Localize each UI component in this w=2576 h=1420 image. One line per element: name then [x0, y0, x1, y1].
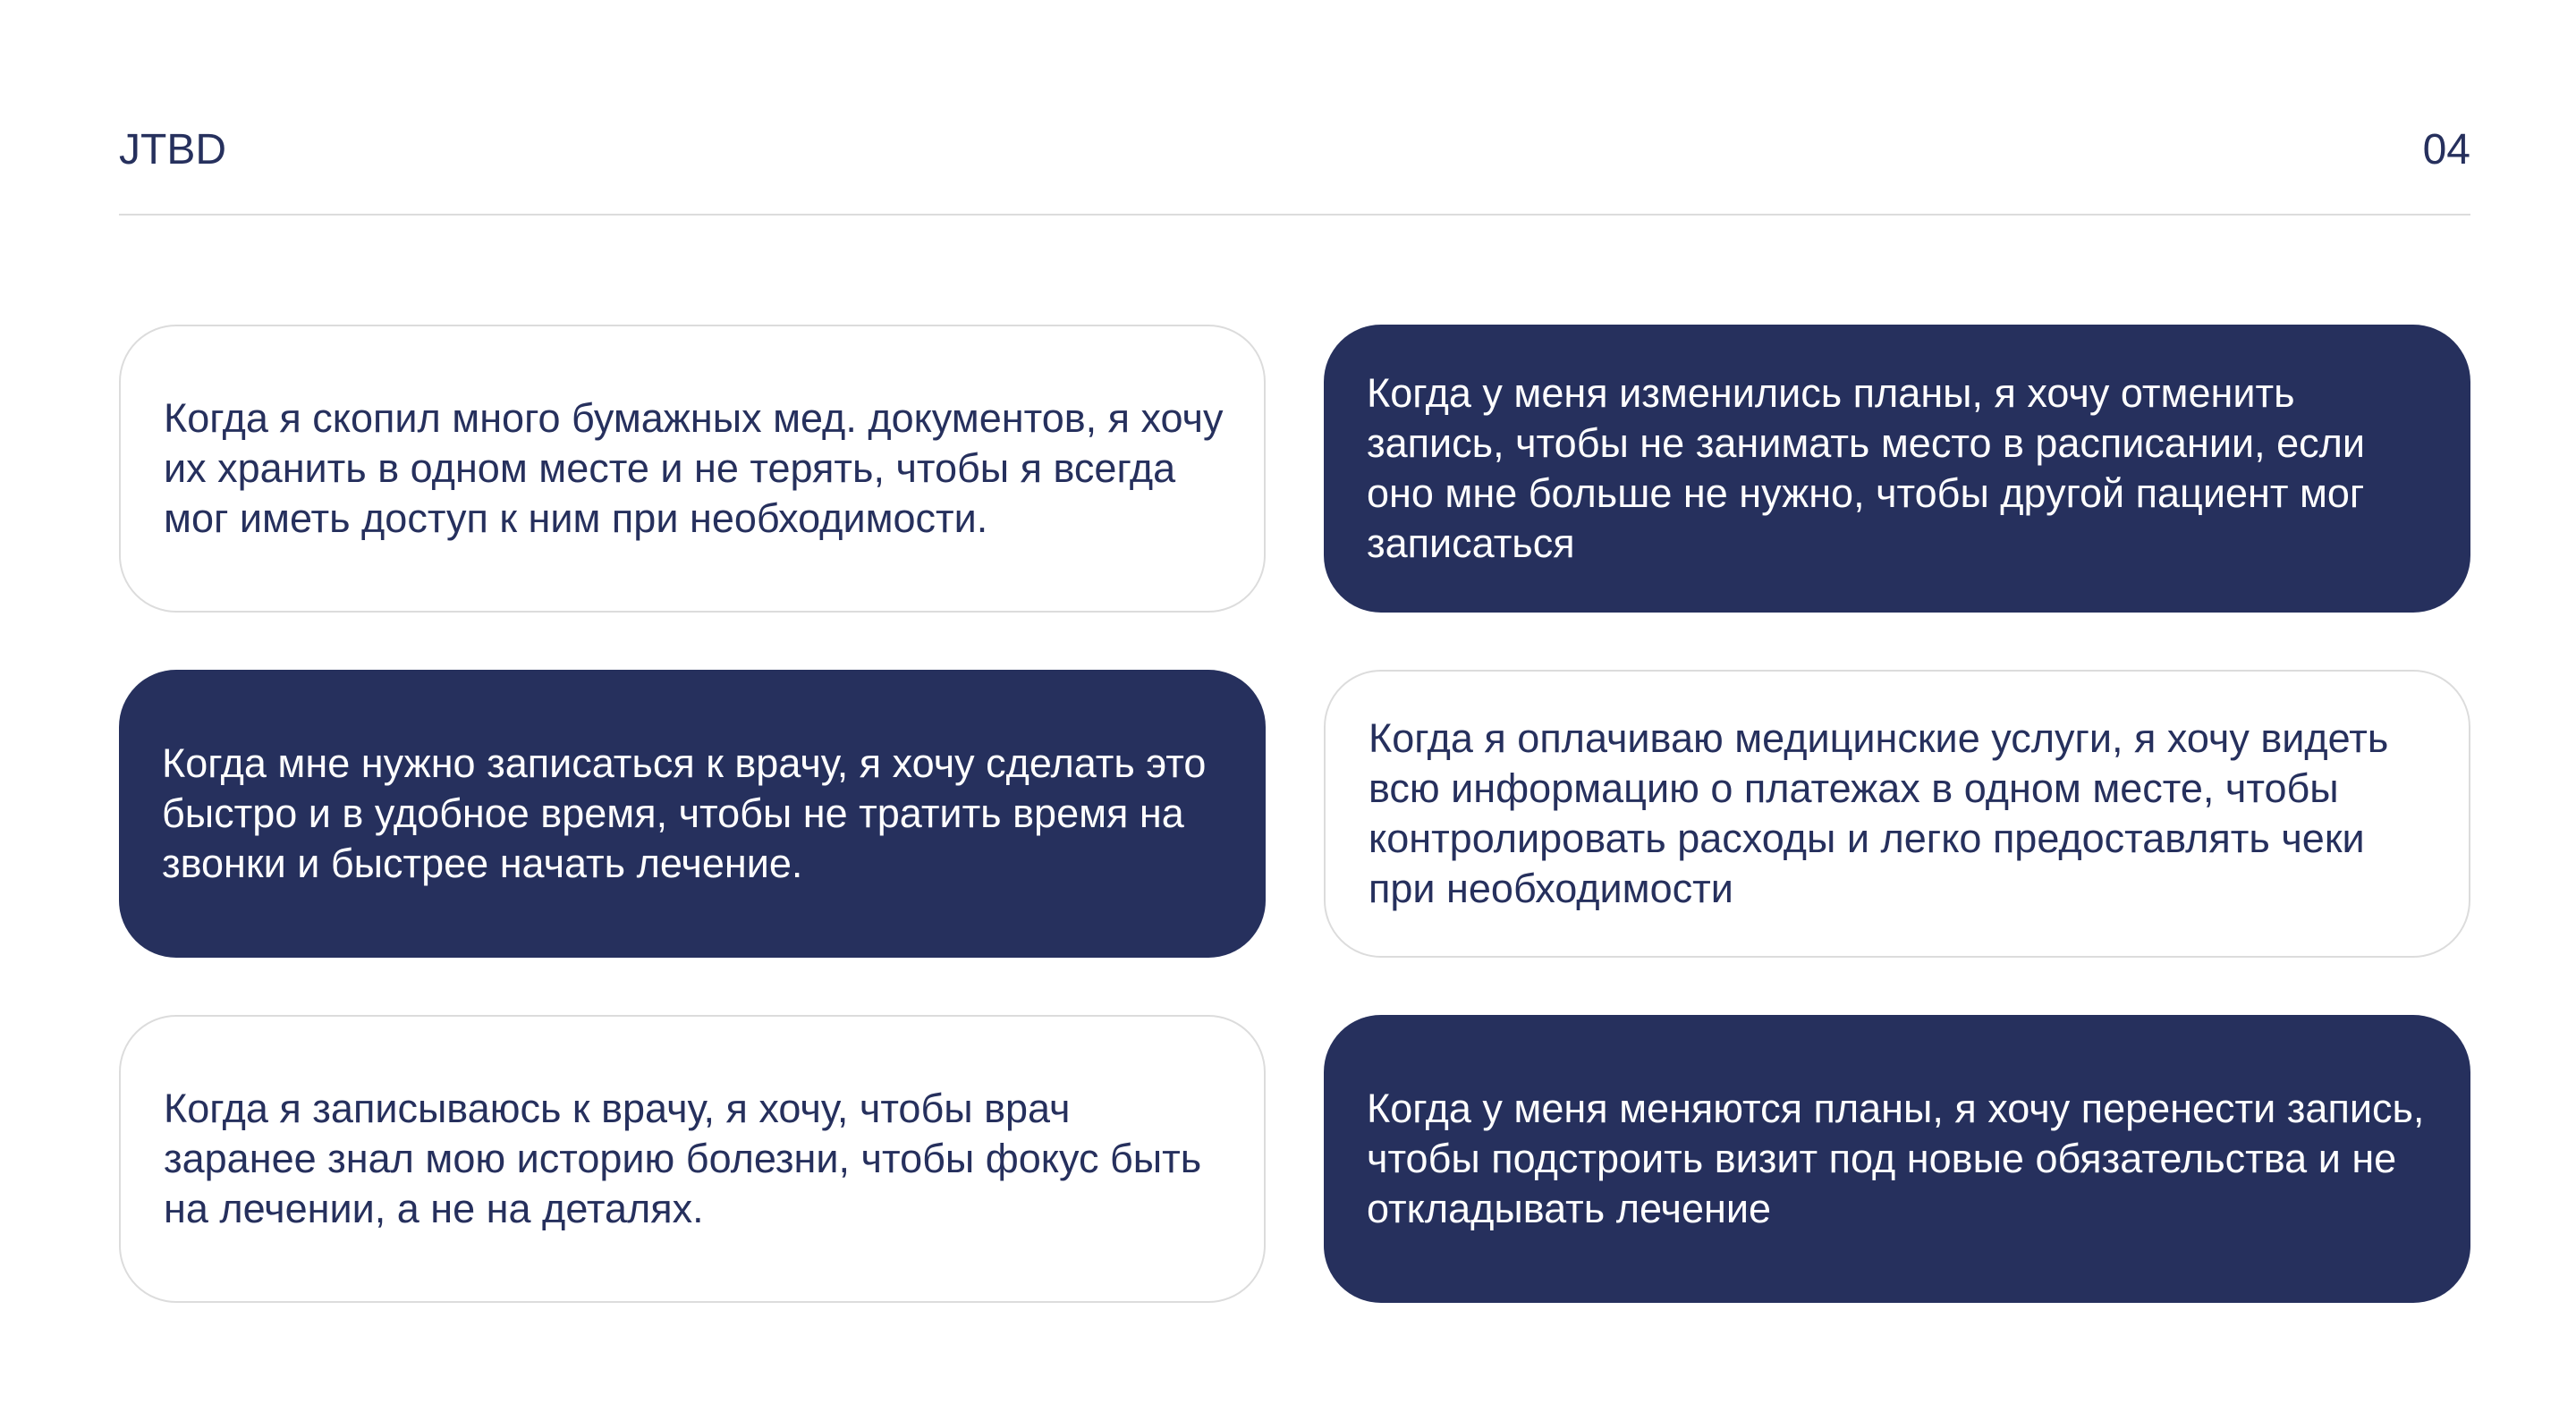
job-story-text: Когда у меня изменились планы, я хочу отменить запись, чтобы не занимать место в расписании, если оно мне больше не нужно, чтобы другой пациент мог записаться	[1367, 370, 2366, 566]
job-story-card	[1324, 670, 2470, 958]
job-story-text: Когда у меня меняются планы, я хочу перенести запись, чтобы подстроить визит под новые обязательства и не откладывать лечение	[1367, 1086, 2425, 1231]
slide-header	[119, 122, 2470, 179]
job-story-text: Когда я скопил много бумажных мед. документов, я хочу их хранить в одном месте и не терять, чтобы я всегда мог иметь доступ к ним при необходимости.	[164, 395, 1224, 541]
job-story-card	[1324, 325, 2470, 613]
job-story-card	[119, 1015, 1266, 1303]
job-story-card	[119, 670, 1266, 958]
header-divider	[119, 214, 2470, 216]
job-story-card	[1324, 1015, 2470, 1303]
job-story-text: Когда я записываюсь к врачу, я хочу, чтобы врач заранее знал мою историю болезни, чтобы фокус быть на лечении, а не на деталях.	[164, 1086, 1202, 1231]
page-number: 04	[2422, 126, 2470, 173]
job-story-text: Когда мне нужно записаться к врачу, я хочу сделать это быстро и в удобное время, чтобы не тратить время на звонки и быстрее начать лечение.	[162, 740, 1207, 886]
slide-title: JTBD	[119, 126, 226, 173]
job-story-card	[119, 325, 1266, 613]
job-story-text: Когда я оплачиваю медицинские услуги, я хочу видеть всю информацию о платежах в одном месте, чтобы контролировать расходы и легко предоставлять чеки при необходимости	[1368, 715, 2389, 911]
